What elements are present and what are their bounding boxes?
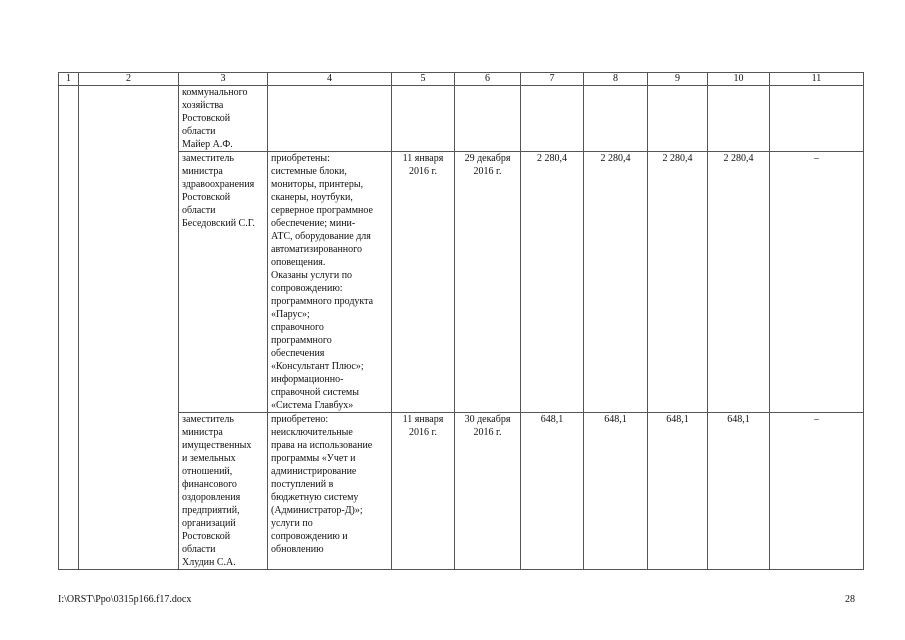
cell-col1-merged: [59, 86, 79, 570]
column-header-1: 1: [59, 73, 79, 86]
footer-file-path: I:\ORST\Ppo\0315p166.f17.docx: [58, 594, 192, 605]
cell-amount-10: [708, 86, 770, 152]
column-header-3: 3: [179, 73, 268, 86]
cell-amount-7: 648,1: [521, 413, 584, 570]
column-header-8: 8: [584, 73, 648, 86]
cell-amount-9: 2 280,4: [648, 152, 708, 413]
cell-start-date: [392, 86, 455, 152]
cell-amount-10: 648,1: [708, 413, 770, 570]
cell-col11: [770, 86, 864, 152]
column-header-10: 10: [708, 73, 770, 86]
data-table: [58, 72, 864, 570]
cell-end-date: [455, 86, 521, 152]
cell-end-date: 29 декабря 2016 г.: [455, 152, 521, 413]
cell-col11: –: [770, 152, 864, 413]
cell-amount-8: 2 280,4: [584, 152, 648, 413]
cell-start-date: 11 января 2016 г.: [392, 413, 455, 570]
cell-amount-7: 2 280,4: [521, 152, 584, 413]
column-header-7: 7: [521, 73, 584, 86]
column-header-5: 5: [392, 73, 455, 86]
cell-amount-8: 648,1: [584, 413, 648, 570]
column-header-4: 4: [268, 73, 392, 86]
cell-official: заместитель министра имущественных и земельных отношений, финансового оздоровления предприятий, организаций Ростовской области Хлудин С.А.: [179, 413, 268, 570]
cell-amount-7: [521, 86, 584, 152]
cell-col11: –: [770, 413, 864, 570]
document-table-area: [58, 72, 863, 570]
header-row: [59, 73, 864, 86]
cell-description: [268, 86, 392, 152]
cell-official: заместитель министра здравоохранения Ростовской области Беседовский С.Г.: [179, 152, 268, 413]
cell-official: коммунального хозяйства Ростовской области Майер А.Ф.: [179, 86, 268, 152]
cell-description: приобретено: неисключительные права на использование программы «Учет и администрирование поступлений в бюджетную систему (Администратор-Д)»; услуги по сопровождению и обновлению: [268, 413, 392, 570]
column-header-2: 2: [79, 73, 179, 86]
table-row: [59, 152, 864, 413]
column-header-11: 11: [770, 73, 864, 86]
cell-amount-9: [648, 86, 708, 152]
cell-end-date: 30 декабря 2016 г.: [455, 413, 521, 570]
cell-amount-10: 2 280,4: [708, 152, 770, 413]
table-row: [59, 86, 864, 152]
cell-amount-9: 648,1: [648, 413, 708, 570]
footer-page-number: 28: [845, 594, 855, 605]
cell-amount-8: [584, 86, 648, 152]
column-header-9: 9: [648, 73, 708, 86]
cell-col2-merged: [79, 86, 179, 570]
column-header-6: 6: [455, 73, 521, 86]
cell-start-date: 11 января 2016 г.: [392, 152, 455, 413]
cell-description: приобретены: системные блоки, мониторы, принтеры, сканеры, ноутбуки, серверное программное обеспечение; мини- АТС, оборудование для автоматизированного оповещения. Оказаны услуги по сопровождению: программного продукта «Парус»; справочного программного обеспечения «Консультант Плюс»; информационно- справочной системы «Система Главбух»: [268, 152, 392, 413]
table-row: [59, 413, 864, 570]
